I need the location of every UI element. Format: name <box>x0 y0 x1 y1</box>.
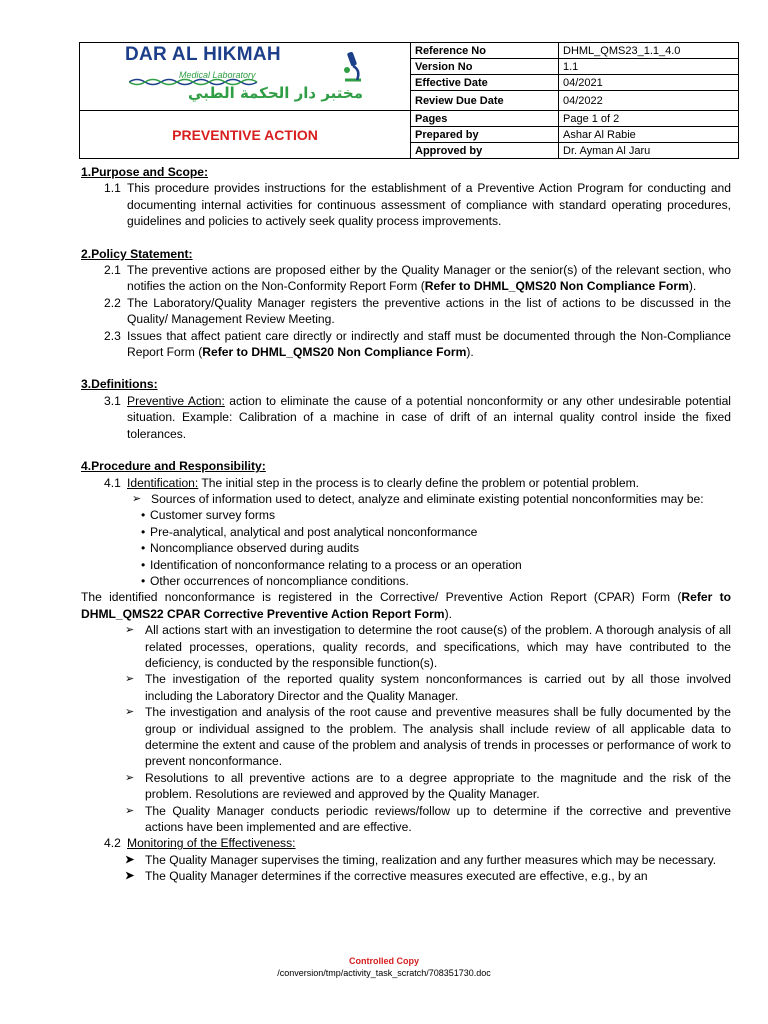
form-reference: Refer to DHML_QMS22 CPAR Corrective Preventive Action Report Form <box>81 590 731 621</box>
arrow-item <box>81 803 731 836</box>
bullet-dot-icon: • <box>141 557 146 572</box>
arrow-item-text: The Quality Manager determines if the corrective measures executed are effective, e.g., by an <box>145 869 648 884</box>
bullet-dot-icon: • <box>141 573 146 588</box>
subheading-identification: Identification: <box>127 475 199 490</box>
bullet-text: Noncompliance observed during audits <box>150 541 360 556</box>
document-title: PREVENTIVE ACTION <box>80 111 411 159</box>
header-label-version: Version No <box>411 59 559 75</box>
bullet-text: Identification of nonconformance relating to a process or an operation <box>150 557 522 572</box>
arrow-item <box>81 622 731 671</box>
header-label-approved-by: Approved by <box>411 143 559 159</box>
arrow-item <box>81 671 731 704</box>
file-path-footer: /conversion/tmp/activity_task_scratch/708351730.doc <box>277 968 491 978</box>
arrow-bullet-icon: ➢ <box>125 706 135 719</box>
arrow-item-text: Sources of information used to detect, analyze and eliminate existing potential nonconformities may be: <box>151 491 704 506</box>
cpar-text: The identified nonconformance is registered in the Corrective/ Preventive Action Report (CPAR) Form ( <box>81 590 682 605</box>
header-value-reference: DHML_QMS23_1.1_4.0 <box>559 43 739 59</box>
paragraph-2-3 <box>81 328 731 361</box>
arrow-bullet-icon: ➤ <box>125 870 135 883</box>
item-text-end: ). <box>688 279 697 294</box>
paragraph-2-1 <box>81 262 731 295</box>
arrow-item-text: The Quality Manager conducts periodic reviews/follow up to determine if the corrective and preventive actions have been implemented and are effective. <box>145 803 731 835</box>
paragraph-2-2 <box>81 295 731 328</box>
header-value-pages: Page 1 of 2 <box>559 111 739 127</box>
section-heading-purpose: 1.Purpose and Scope: <box>81 165 209 179</box>
arrow-bullet-icon: ➢ <box>125 804 135 817</box>
item-text: The Laboratory/Quality Manager registers the preventive actions in the list of actions to be discussed in the Quality/ Management Review Meeting. <box>127 295 731 327</box>
header-value-approved-by: Dr. Ayman Al Jaru <box>559 143 739 159</box>
bullet-item <box>81 573 731 589</box>
arrow-item <box>81 868 731 884</box>
section-heading-procedure: 4.Procedure and Responsibility: <box>81 459 266 474</box>
arrow-item-sources <box>81 491 731 507</box>
bullet-text: Customer survey forms <box>150 508 275 523</box>
bullet-item <box>81 540 731 556</box>
paragraph-4-1 <box>81 475 731 491</box>
document-body <box>81 164 731 885</box>
arrow-item-text: The investigation and analysis of the root cause and preventive measures shall be fully documented by the group or individual assigned to the problem. The analysis shall include review of all applicable data to determine the extent and cause of the problem and analysis of trends in processes or performance of work to prevent nonconformance. <box>145 705 731 769</box>
header-value-prepared-by: Ashar Al Rabie <box>559 127 739 143</box>
arrow-bullet-icon: ➢ <box>125 673 135 686</box>
document-header-table <box>79 42 739 159</box>
bullet-text: Other occurrences of noncompliance conditions. <box>150 573 409 588</box>
header-value-effective-date: 04/2021 <box>559 75 739 91</box>
form-reference: Refer to DHML_QMS20 Non Compliance Form <box>424 279 689 294</box>
arrow-bullet-icon: ➢ <box>125 771 135 784</box>
arrow-item <box>81 852 731 868</box>
bullet-dot-icon: • <box>141 508 146 523</box>
bullet-item <box>81 557 731 573</box>
item-text: This procedure provides instructions for the establishment of a Preventive Action Program for conducting and documenting internal activities for continuous assessment of compliance with standard operating procedures, guidelines and policies to actively seek quality process improvements. <box>127 181 731 229</box>
item-text: action to eliminate the cause of a potential nonconformity or any other undesirable potential situation. Example: Calibration of a machine in case of drift of an internal quality control inside the fixed tolerances. <box>127 393 731 441</box>
logo-cell <box>80 43 411 111</box>
item-number: 3.1 <box>104 393 121 408</box>
form-reference: Refer to DHML_QMS20 Non Compliance Form <box>202 345 467 360</box>
microscope-icon <box>339 50 365 84</box>
header-value-version: 1.1 <box>559 59 739 75</box>
item-number: 1.1 <box>104 181 121 196</box>
section-heading-policy: 2.Policy Statement: <box>81 246 193 261</box>
item-number: 2.2 <box>104 295 121 310</box>
logo-arabic-text: مختبر دار الحكمة الطبي <box>188 83 363 102</box>
header-label-reference: Reference No <box>411 43 559 59</box>
bullet-dot-icon: • <box>141 541 146 556</box>
arrow-item-text: The investigation of the reported quality system nonconformances is carried out by all those involved including the Laboratory Director and the Quality Manager. <box>145 672 731 703</box>
header-label-pages: Pages <box>411 111 559 127</box>
arrow-bullet-icon: ➢ <box>125 624 135 637</box>
controlled-copy-label: Controlled Copy <box>349 956 419 966</box>
cpar-text-end: ). <box>444 606 452 621</box>
paragraph-3-1 <box>81 393 731 442</box>
item-text-end: ). <box>466 345 474 360</box>
bullet-item <box>81 507 731 523</box>
cpar-paragraph <box>81 589 731 622</box>
header-label-effective-date: Effective Date <box>411 75 559 91</box>
definition-term: Preventive Action: <box>127 393 225 408</box>
item-text: The initial step in the process is to clearly define the problem or potential problem. <box>198 475 640 490</box>
paragraph-1-1 <box>81 180 731 229</box>
arrow-item <box>81 704 731 770</box>
header-label-review-date: Review Due Date <box>411 91 559 111</box>
item-text: Issues that affect patient care directly or indirectly and staff must be documented through the Non-Compliance Report Form ( <box>127 328 731 360</box>
arrow-bullet-icon: ➤ <box>125 853 135 866</box>
arrow-item-text: Resolutions to all preventive actions are to a degree appropriate to the magnitude and the risk of the problem. Resolutions are reviewed and approved by the Quality Manager. <box>145 770 731 802</box>
bullet-text: Pre-analytical, analytical and post analytical nonconformance <box>150 524 478 539</box>
arrow-bullet-icon: ➢ <box>132 492 142 505</box>
header-value-review-date: 04/2022 <box>559 91 739 111</box>
company-logo <box>125 43 365 108</box>
item-number: 2.3 <box>104 328 121 343</box>
arrow-item <box>81 770 731 803</box>
subheading-monitoring: Monitoring of the Effectiveness: <box>127 836 296 851</box>
item-text: The preventive actions are proposed either by the Quality Manager or the senior(s) of the relevant section, who notifies the action on the Non-Conformity Report Form ( <box>127 263 731 294</box>
bullet-dot-icon: • <box>141 524 146 539</box>
logo-subtitle: Medical Laboratory <box>179 69 256 80</box>
item-number: 4.1 <box>104 475 121 490</box>
header-label-prepared-by: Prepared by <box>411 127 559 143</box>
item-number: 2.1 <box>104 263 121 278</box>
arrow-item-text: All actions start with an investigation to determine the root cause(s) of the problem. A thorough analysis of all related processes, operations, quality records, and specifications, which may have contributed to the deficiency, is conducted by the responsible function(s). <box>145 623 731 670</box>
arrow-item-text: The Quality Manager supervises the timing, realization and any further measures which may be necessary. <box>145 852 717 867</box>
item-number: 4.2 <box>104 836 121 851</box>
section-heading-definitions: 3.Definitions: <box>81 377 158 392</box>
logo-name: DAR AL HIKMAH <box>125 43 281 65</box>
bullet-item <box>81 524 731 540</box>
paragraph-4-2 <box>81 835 731 851</box>
